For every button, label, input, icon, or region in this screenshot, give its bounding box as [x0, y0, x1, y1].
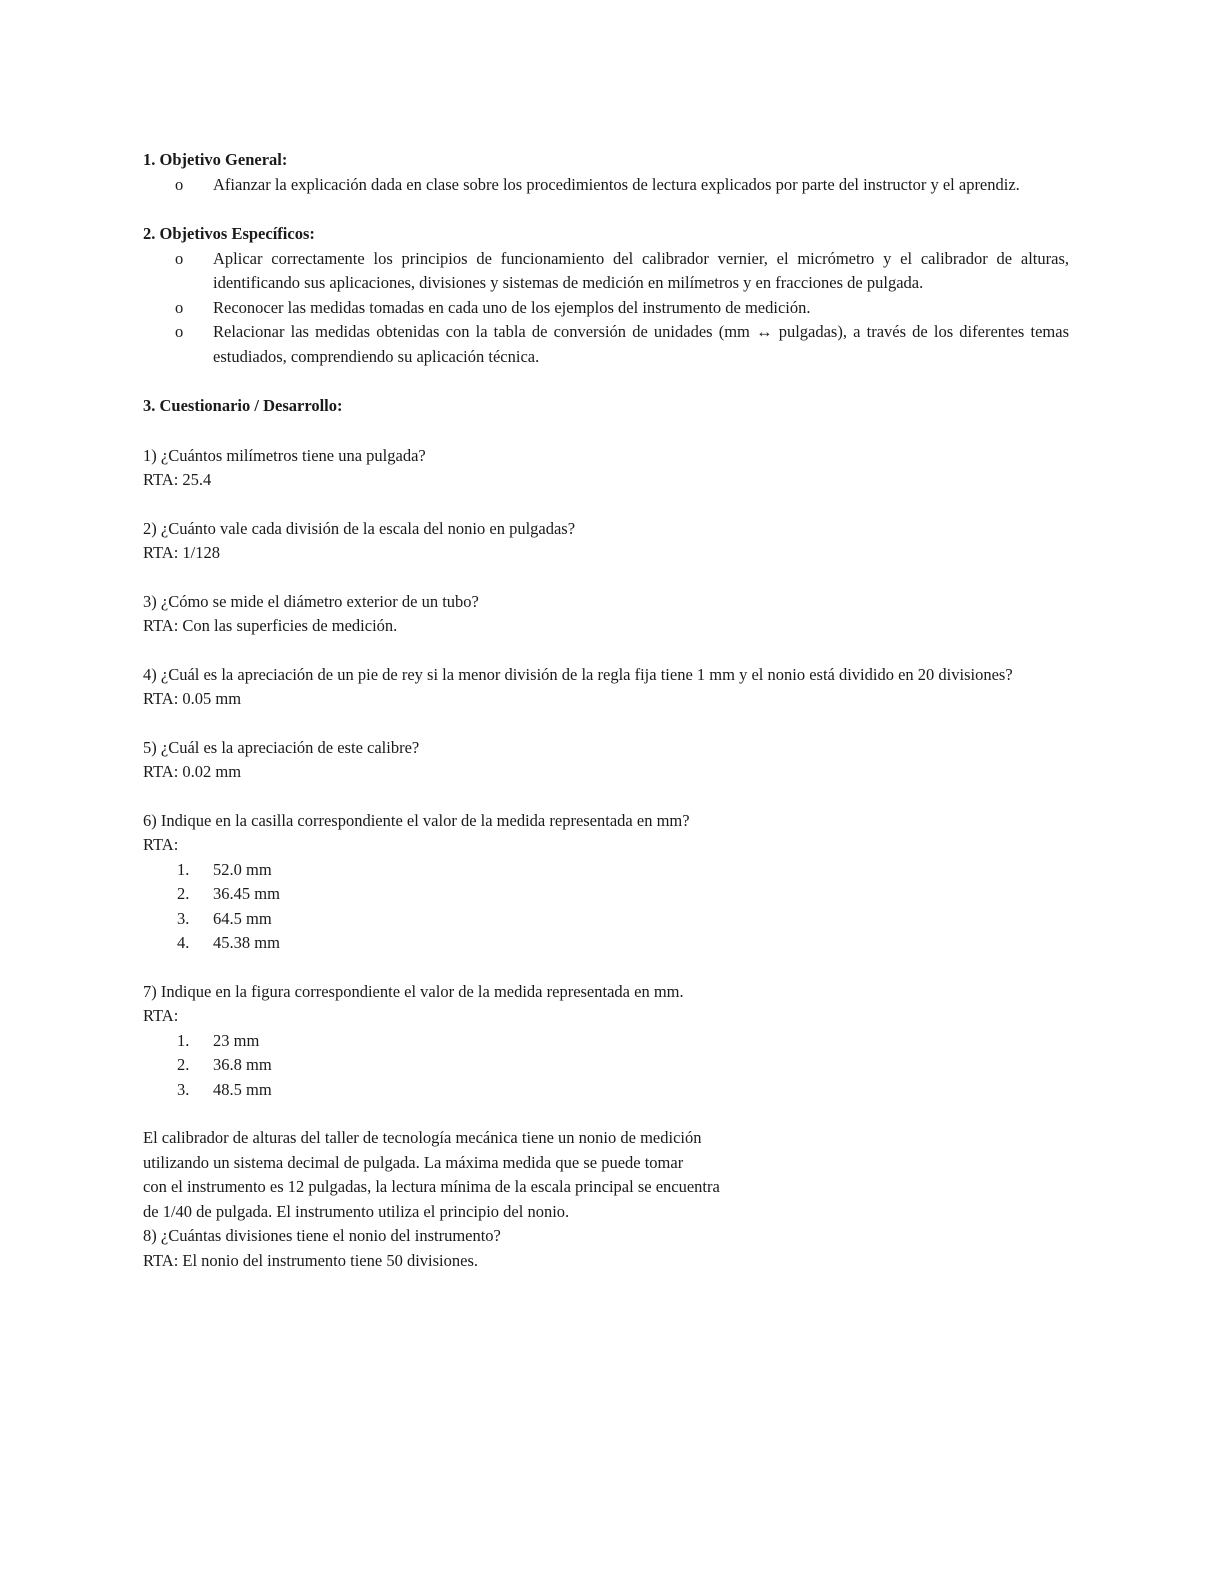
bullet-list [143, 247, 1069, 370]
paragraph-line: utilizando un sistema decimal de pulgada. La máxima medida que se puede tomar [143, 1152, 684, 1172]
bullet-item [143, 173, 1069, 198]
item-number: 2. [177, 1055, 190, 1074]
item-value: 45.38 mm [213, 933, 280, 952]
item-value: 36.8 mm [213, 1055, 272, 1074]
paragraph-line: El calibrador de alturas del taller de tecnología mecánica tiene un nonio de medición [143, 1128, 702, 1147]
item-number: 1. [177, 859, 190, 879]
question-text: 3) ¿Cómo se mide el diámetro exterior de un tubo? [143, 591, 479, 611]
question-text: 5) ¿Cuál es la apreciación de este calibre? [143, 737, 420, 757]
answer-item [143, 931, 1069, 956]
section-heading: 1. Objetivo General: [143, 150, 288, 169]
bullet-marker: o [175, 297, 184, 317]
answer-item [143, 882, 1069, 907]
section-heading: 2. Objetivos Específicos: [143, 224, 315, 243]
answer-text: RTA: 1/128 [143, 543, 220, 562]
answer-label: RTA: [143, 1006, 179, 1025]
answer-text: RTA: Con las superficies de medición. [143, 616, 398, 635]
question-block [143, 590, 1069, 639]
bullet-item [143, 296, 1069, 321]
question-text: 4) ¿Cuál es la apreciación de un pie de rey si la menor división de la regla fija tiene 1 mm y el nonio está dividido en 20 divisiones? [143, 664, 1013, 684]
answer-text: RTA: 25.4 [143, 470, 212, 489]
question-block-q6 [143, 809, 1069, 956]
section-heading: 3. Cuestionario / Desarrollo: [143, 396, 343, 415]
question-text: 2) ¿Cuánto vale cada división de la escala del nonio en pulgadas? [143, 518, 576, 538]
answer-text: RTA: 0.02 mm [143, 762, 242, 781]
bullet-text: Relacionar las medidas obtenidas con la tabla de conversión de unidades (mm ↔ pulgadas), a través de los diferentes temas estudiados, comprendiendo su aplicación técnica. [213, 322, 1069, 366]
paragraph-line: de 1/40 de pulgada. El instrumento utiliza el principio del nonio. [143, 1201, 570, 1221]
answer-item [143, 1078, 1069, 1103]
answer-list [143, 1029, 1069, 1103]
item-value: 48.5 mm [213, 1079, 272, 1099]
item-number: 3. [177, 1079, 190, 1099]
specific-objectives-section [143, 222, 1069, 369]
bullet-list [143, 173, 1069, 198]
question-text: 6) Indique en la casilla correspondiente el valor de la medida representada en mm? [143, 810, 690, 830]
answer-label: RTA: [143, 835, 179, 854]
bullet-text: Afianzar la explicación dada en clase sobre los procedimientos de lectura explicados por parte del instructor y el aprendiz. [213, 174, 1020, 194]
answer-item [143, 858, 1069, 883]
answer-list [143, 858, 1069, 956]
general-objective-section [143, 148, 1069, 197]
bullet-marker: o [175, 248, 184, 268]
question-block-q7 [143, 980, 1069, 1103]
bullet-marker: o [175, 322, 184, 341]
item-value: 64.5 mm [213, 908, 272, 928]
question-block [143, 517, 1069, 566]
item-number: 2. [177, 884, 190, 903]
bullet-text: Aplicar correctamente los principios de funcionamiento del calibrador vernier, el micrómetro y el calibrador de alturas, identificando sus aplicaciones, divisiones y sistemas de medición en milímetros y en fracciones de pulgada. [213, 248, 1069, 292]
item-value: 36.45 mm [213, 884, 280, 903]
bullet-item [143, 247, 1069, 296]
question-text: 7) Indique en la figura correspondiente el valor de la medida representada en mm. [143, 981, 684, 1001]
paragraph-line: con el instrumento es 12 pulgadas, la lectura mínima de la escala principal se encuentra [143, 1177, 720, 1196]
bullet-marker: o [175, 174, 184, 194]
bullet-item [143, 320, 1069, 369]
answer-text: RTA: 0.05 mm [143, 689, 242, 708]
item-value: 23 mm [213, 1030, 260, 1050]
item-number: 3. [177, 908, 190, 928]
question-block [143, 736, 1069, 785]
item-number: 1. [177, 1030, 190, 1050]
answer-item [143, 907, 1069, 932]
closing-paragraph [143, 1126, 1069, 1273]
questionnaire-section [143, 394, 1069, 419]
answer-item [143, 1053, 1069, 1078]
item-number: 4. [177, 933, 190, 952]
answer-text: RTA: El nonio del instrumento tiene 50 divisiones. [143, 1250, 478, 1270]
question-block [143, 663, 1069, 712]
question-text: 1) ¿Cuántos milímetros tiene una pulgada? [143, 445, 426, 465]
item-value: 52.0 mm [213, 859, 272, 879]
answer-item [143, 1029, 1069, 1054]
question-block [143, 444, 1069, 493]
bullet-text: Reconocer las medidas tomadas en cada uno de los ejemplos del instrumento de medición. [213, 297, 811, 317]
question-text: 8) ¿Cuántas divisiones tiene el nonio del instrumento? [143, 1226, 501, 1245]
